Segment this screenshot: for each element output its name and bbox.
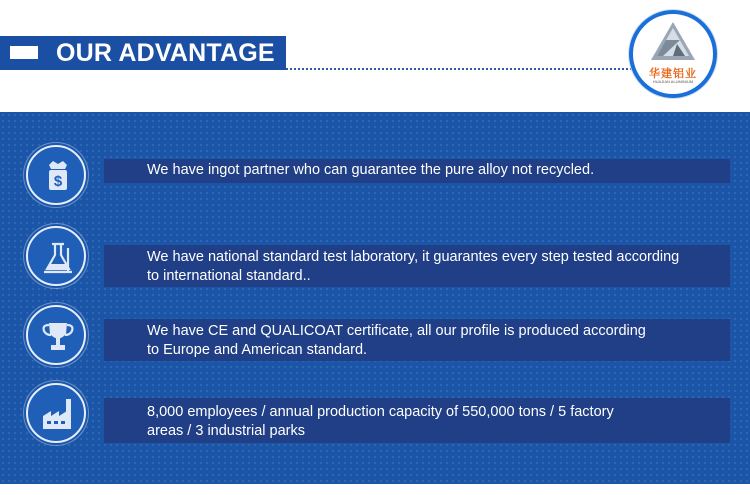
title-bar (0, 36, 286, 70)
factory-icon (26, 383, 86, 443)
dollar-bag-icon (26, 145, 86, 205)
logo-chinese-name: 华建铝业 (649, 68, 697, 80)
trophy-icon (26, 305, 86, 365)
advantage-text-3: We have CE and QUALICOAT certificate, all our profile is produced according to Europe and American standard. (104, 319, 730, 361)
header (0, 0, 750, 112)
footer-strip (0, 484, 750, 495)
lab-flask-icon (26, 226, 86, 286)
advantage-text-4: 8,000 employees / annual production capacity of 550,000 tons / 5 factory areas / 3 industrial parks (104, 398, 730, 443)
svg-text:$: $ (53, 173, 63, 190)
title-dotted-divider (286, 68, 648, 70)
advantage-text-1: We have ingot partner who can guarantee the pure alloy not recycled. (104, 159, 730, 183)
logo-english-name: HUAJIAN ALUMINIUM (652, 79, 694, 84)
page-title: OUR ADVANTAGE (56, 39, 275, 67)
title-square-decoration (10, 46, 38, 59)
advantages-panel (0, 112, 750, 484)
advantage-text-2: We have national standard test laboratory, it guarantes every step tested according to international standard.. (104, 245, 730, 287)
company-logo (629, 10, 717, 98)
